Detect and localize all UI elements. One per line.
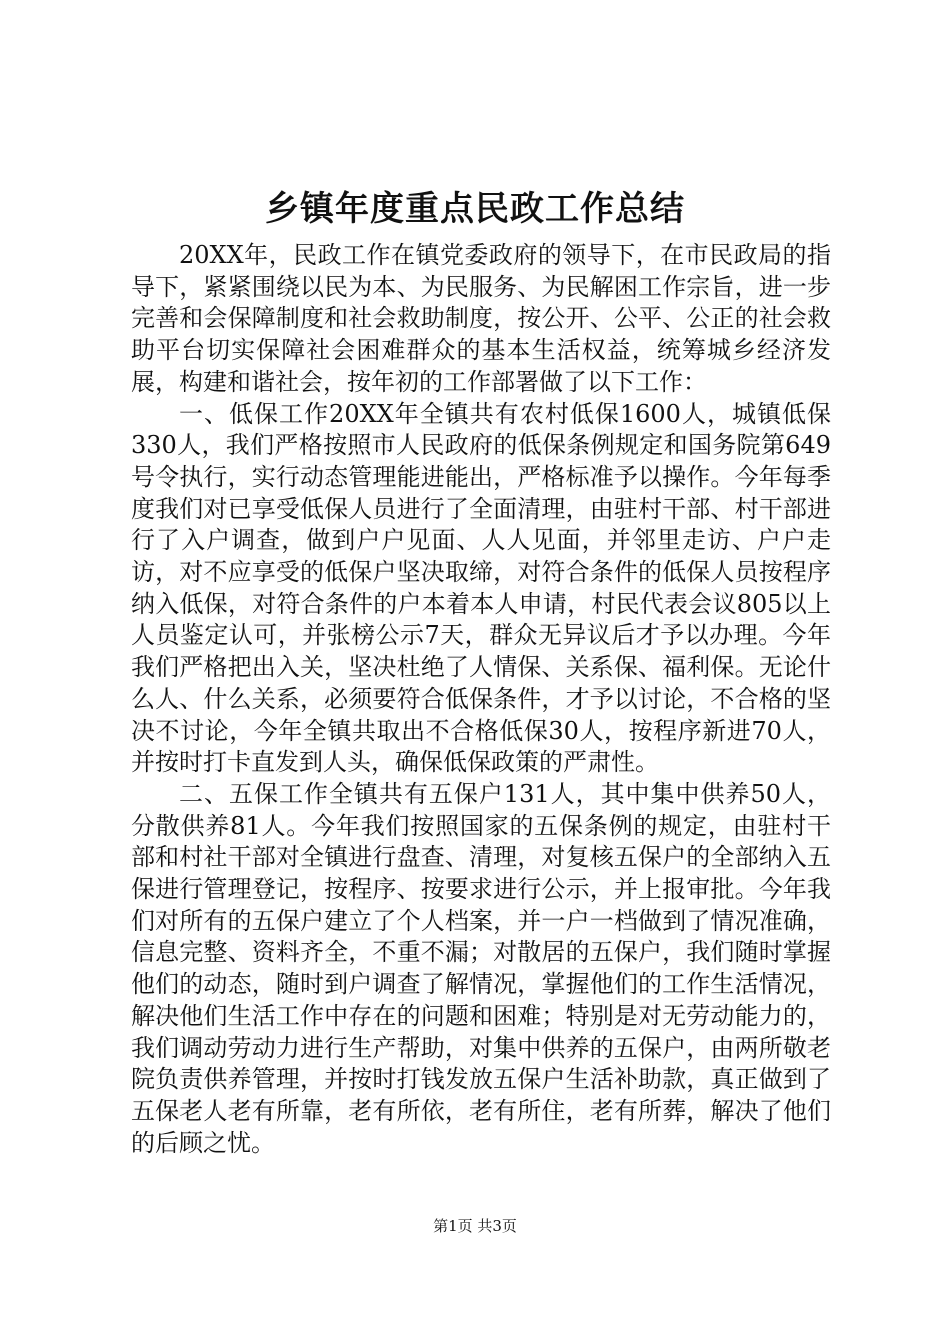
paragraph-five-guarantees: 二、五保工作全镇共有五保户131人，其中集中供养50人，分散供养81人。今年我们按照国家的五保条例的规定，由驻村干部和村社干部对全镇进行盘查、清理，对复核五保户的全部纳入五保进行管理登记，按程序、按要求进行公示，并上报审批。今年我们对所有的五保户建立了个人档案，并一户一档做到了情况准确，信息完整、资料齐全，不重不漏；对散居的五保户，我们随时掌握他们的动态，随时到户调查了解情况，掌握他们的工作生活情况，解决他们生活工作中存在的问题和困难；特别是对无劳动能力的，我们调动劳动力进行生产帮助，对集中供养的五保户，由两所敬老院负责供养管理，并按时打钱发放五保户生活补助款，真正做到了五保老人老有所靠，老有所依，老有所住，老有所葬，解决了他们的后顾之忧。 (131, 779, 831, 1157)
document-body (131, 240, 831, 1159)
paragraph-minimum-living-allowance: 一、低保工作20XX年全镇共有农村低保1600人，城镇低保330人，我们严格按照市人民政府的低保条例规定和国务院第649号令执行，实行动态管理能进能出，严格标准予以操作。今年每季度我们对已享受低保人员进行了全面清理，由驻村干部、村干部进行了入户调查，做到户户见面、人人见面，并邻里走访、户户走访，对不应享受的低保户坚决取缔，对符合条件的低保人员按程序纳入低保，对符合条件的户本着本人申请，村民代表会议805以上人员鉴定认可，并张榜公示7天，群众无异议后才予以办理。今年我们严格把出入关，坚决杜绝了人情保、关系保、福利保。无论什么人、什么关系，必须要符合低保条件，才予以讨论，不合格的坚决不讨论，今年全镇共取出不合格低保30人，按程序新进70人，并按时打卡直发到人头，确保低保政策的严肃性。 (131, 399, 831, 777)
document-title: 乡镇年度重点民政工作总结 (265, 189, 685, 229)
paragraph-intro: 20XX年，民政工作在镇党委政府的领导下，在市民政局的指导下，紧紧围绕以民为本、为民服务、为民解困工作宗旨，进一步完善和会保障制度和社会救助制度，按公开、公平、公正的社会救助平台切实保障社会困难群众的基本生活权益，统筹城乡经济发展，构建和谐社会，按年初的工作部署做了以下工作： (131, 241, 831, 396)
page-number-footer: 第1页 共3页 (433, 1217, 517, 1235)
